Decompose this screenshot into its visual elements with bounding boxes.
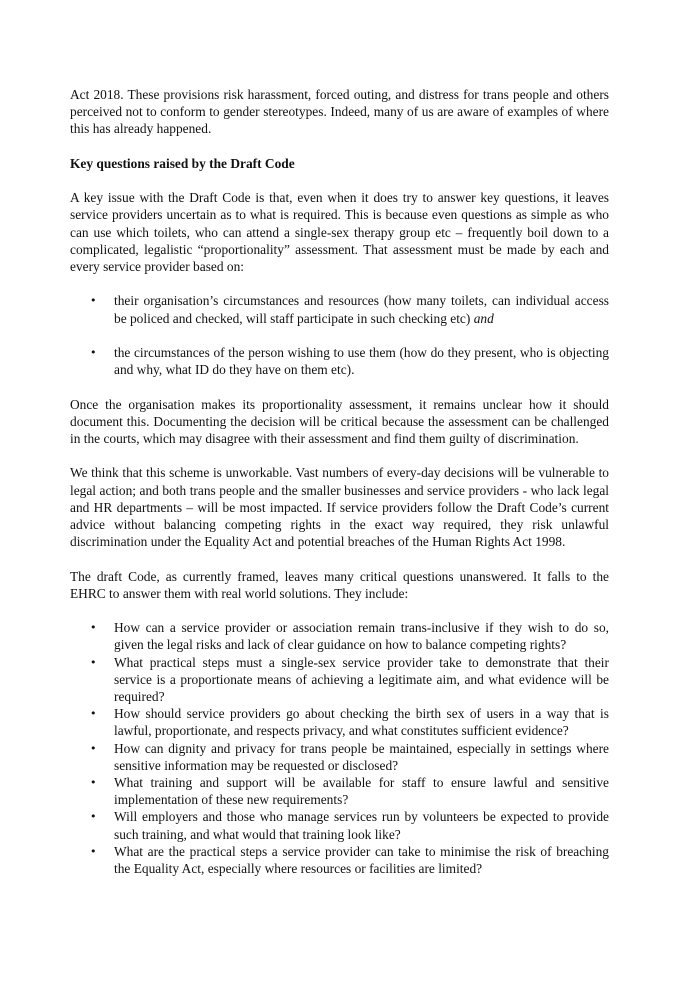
- list-item: [70, 843, 609, 877]
- bullet-icon: •: [90, 707, 97, 721]
- list-item-text: their organisation’s circumstances and resources (how many toilets, can individual access be policed and checked, will staff participate in such checking etc): [114, 293, 609, 326]
- list-item: [70, 705, 609, 739]
- list-item: [70, 654, 609, 706]
- list-item-text: Will employers and those who manage services run by volunteers be expected to provide such training, and what would that training look like?: [114, 809, 609, 842]
- list-item: [70, 292, 609, 326]
- bullet-icon: •: [90, 345, 97, 359]
- bullet-icon: •: [90, 621, 97, 635]
- list-item-text: How can a service provider or association remain trans-inclusive if they wish to do so, given the legal risks and lack of clear guidance on how to balance competing rights?: [114, 620, 609, 653]
- list-item-text: What training and support will be available for staff to ensure lawful and sensitive implementation of these new requirements?: [114, 775, 609, 808]
- section-heading: Key questions raised by the Draft Code: [70, 155, 295, 171]
- list-item-text: What are the practical steps a service provider can take to minimise the risk of breaching the Equality Act, especially where resources or facilities are limited?: [114, 843, 609, 877]
- list-item-text: the circumstances of the person wishing to use them (how do they present, who is objecting and why, what ID do they have on them etc).: [114, 344, 609, 378]
- questions-bullet-list: [70, 619, 609, 877]
- list-item-text: What practical steps must a single-sex service provider take to demonstrate that their service is a proportionate means of achieving a legitimate aim, and what evidence will be required?: [114, 654, 609, 704]
- list-item-text: How should service providers go about checking the birth sex of users in a way that is lawful, proportionate, and respects privacy, and what constitutes sufficient evidence?: [114, 706, 609, 739]
- list-item: [70, 774, 609, 808]
- bullet-icon: •: [90, 776, 97, 789]
- list-item-text: How can dignity and privacy for trans people be maintained, especially in settings where sensitive information may be requested or disclosed?: [114, 740, 609, 773]
- list-item: [70, 344, 609, 378]
- list-item-suffix: and: [473, 310, 494, 326]
- bullet-icon: •: [90, 655, 97, 669]
- list-item: [70, 808, 609, 842]
- paragraph-document: Once the organisation makes its proportionality assessment, it remains unclear how it should document this. Documenting the decision will be critical because the assessment can be challenged in the courts, which may disagree with their assessment and find them guilty of discrimination.: [70, 396, 609, 446]
- paragraph-questions-intro: The draft Code, as currently framed, leaves many critical questions unanswered. It falls to the EHRC to answer them with real world solutions. They include:: [70, 568, 609, 601]
- list-item: [70, 619, 609, 653]
- paragraph-key-issue: A key issue with the Draft Code is that, even when it does try to answer key questions, it leaves service providers uncertain as to what is required. This is because even questions as simple as who can use which toilets, who can attend a single-sex therapy group etc – frequently boil down to a complicated, legalistic “proportionality” assessment. That assessment must be made by each and every service provider based on:: [70, 190, 609, 274]
- paragraph-unworkable: We think that this scheme is unworkable. Vast numbers of every-day decisions will be vulnerable to legal action; and both trans people and the smaller businesses and service providers - who lack legal and HR departments – will be most impacted. If service providers follow the Draft Code’s current advice without balancing competing rights in the exact way required, they risk unlawful discrimination under the Equality Act and potential breaches of the Human Rights Act 1998.: [70, 465, 609, 550]
- bullet-icon: •: [90, 844, 97, 858]
- bullet-icon: •: [90, 294, 97, 308]
- list-item: [70, 740, 609, 774]
- paragraph-intro: Act 2018. These provisions risk harassment, forced outing, and distress for trans people and others perceived not to conform to gender stereotypes. Indeed, many of us are aware of examples of where this has already happened.: [70, 87, 609, 137]
- basis-bullet-list: [70, 292, 609, 378]
- bullet-icon: •: [90, 810, 97, 824]
- bullet-icon: •: [90, 741, 97, 755]
